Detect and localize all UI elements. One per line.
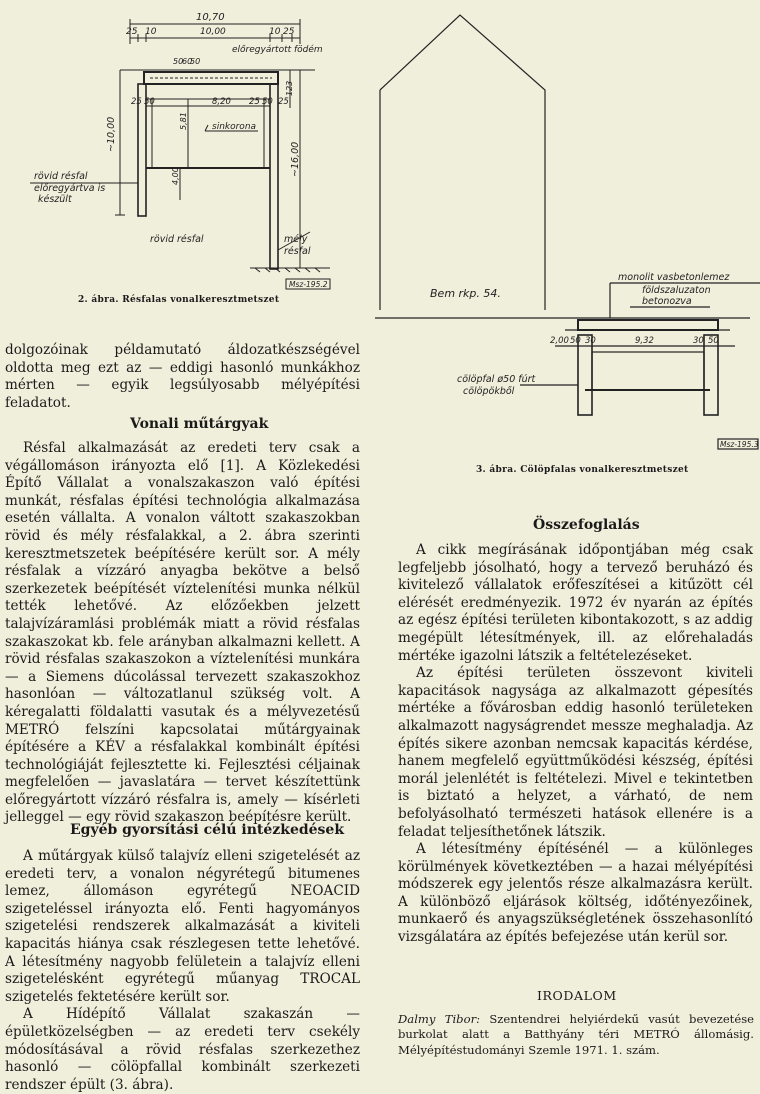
figure-2-drawing (0, 0, 345, 305)
label-monolith-3: betonozva (642, 296, 692, 307)
label-precast-slab: előregyártott födém (232, 45, 323, 55)
dim-inner-1: 25 (131, 97, 142, 107)
figure-3 (370, 0, 760, 460)
dim-top-4: 10 (269, 27, 281, 37)
dim-fig3-3: 30 (585, 336, 596, 346)
paragraph-egyeb-1: A műtárgyak külső talajvíz elleni szigetelését az eredeti terv, a vonalon négyrétegű bitumenes lemez, állomáson egyrétegű NEOACID szigeteléssel irányozta elő. Fenti hagyományos szigetelési rendszerek alkalmazását a kiviteli kapacitás hiánya csak részlegesen tette lehetővé. A létesítmény nagyobb felületein a talajvíz elleni szigetelésként egyrétegű műanyag TROCAL szigetelés fektetésére került sor. (5, 848, 360, 1005)
figure-3-code: Msz-195.3 (720, 440, 759, 449)
dim-60: 60 (182, 57, 193, 66)
figure-2 (0, 0, 345, 305)
left-intro (5, 342, 360, 412)
dim-top-5: 25 (283, 27, 295, 37)
label-building: Bem rkp. 54. (430, 287, 501, 300)
right-section (398, 542, 753, 947)
heading-egyeb: Egyéb gyorsítási célú intézkedések (70, 822, 345, 838)
label-pile-2: cölöpökből (463, 386, 515, 397)
dim-inner-5: 50 (262, 97, 273, 107)
paragraph-summary-3: A létesítmény építésénél — a különleges körülmények következtében — a hazai mélyépítési módszerek egy jelentős része alkalmazásra került. A különböző eljárások költség, időtényezőinek, munkaerő és anyagszükségletének összehasonlító vizsgálatára az építés befejezése után kerül sor. (398, 841, 753, 946)
dim-fig3-5: 30 (693, 336, 704, 346)
figure-2-caption: 2. ábra. Résfalas vonalkeresztmetszet (78, 295, 280, 305)
references-heading: IRODALOM (537, 988, 617, 1003)
figure-3-drawing (370, 0, 760, 460)
label-bathtub: sinkorona (212, 122, 257, 132)
dim-50a: 50 (173, 57, 184, 66)
dim-right-vertical: ~16,00 (290, 141, 301, 177)
dim-top-3: 10,00 (200, 27, 226, 37)
dim-123: 123 (285, 80, 294, 96)
dim-top-2: 10 (145, 27, 157, 37)
paragraph-summary-1: A cikk megírásának időpontjában még csak legfeljebb jósolható, hogy a tervező beruházó és kivitelező vállalatok erőfeszítései a kitűzött cél elérését eredményezik. 1972 év nyarán az építés az egész építési területen kibontakozott, s az addig megépült létesítmények, ill. az előrehaladás mértéke igazolni látszik a feltételezéseket. (398, 542, 753, 664)
label-short-wall-3: készült (38, 194, 72, 205)
dim-fig3-6: 50 (708, 336, 719, 346)
dim-fig3-4: 9,32 (635, 336, 654, 346)
reference-text: Szentendrei helyiérdekű vasút bevezetése burkolat alatt a Batthyány téri METRÓ állomásig. Mélyépítéstudományi Szemle 1971. 1. szám. (398, 1012, 755, 1057)
paragraph-vonali: Résfal alkalmazását az eredeti terv csak a végállomáson irányozta elő [1]. A Közlekedési Építő Vállalat a vonalszakaszon való építési munkát, résfalas építési technológia alkalmazása esetén vállalta. A vonalon váltott szakaszokban rövid és mély résfalakkal, a 2. ábra szerinti keresztmetszetek beépítésére került sor. A mély résfalak a vízzáró anyagba bekötve a belső szerkezetek beépítését víztelenítési munka nélkül tették lehetővé. Az előzőekben jelzett talajvízáramlási problémák miatt a rövid résfalas szakaszokat kb. fele arányban alkalmazni kellett. A rövid résfalas szakaszokon a víztelenítési munkára — a Siemens dúcolással tervezett szakaszokhoz hasonlóan — változatlanul szükség volt. A kéregalatti földalatti vasutak és a mélyvezetésű METRÓ felszíni kapcsolatai műtárgyainak építésére a KÉV a résfalakkal kombinált építési technológiáját fejlesztette ki. Fejlesztési céljainak megfelelően — javaslatára — tervet készítettünk előregyártott vízzáró résfalra is, amely — kísérleti jelleggel — egy rövid szakaszon beépítésre került. (5, 440, 360, 826)
label-deep-wall-2: résfal (284, 246, 311, 257)
dim-400: 4,00 (171, 167, 180, 185)
figure-2-code: Msz-195.2 (289, 280, 328, 289)
dim-left-vertical: ~10,00 (106, 116, 117, 152)
dim-inner-4: 25 (249, 97, 260, 107)
label-monolith-2: földszaluzaton (642, 285, 711, 296)
label-short-wall-2: előregyártva is (34, 183, 106, 194)
dim-581: 5,81 (179, 112, 188, 130)
paragraph-egyeb-2: A Hídépítő Vállalat szakaszán — épületközelségben — az eredeti terv csekély módosításával a rövid résfalas szerkezethez hasonló — cölöpfallal kombinált szerkezeti rendszer épült (3. ábra). (5, 1006, 360, 1093)
dim-inner-3: 8,20 (212, 97, 231, 107)
intro-paragraph: dolgozóinak példamutató áldozatkészségével oldotta meg ezt az — eddigi hasonló munkákhoz mérten — egyik legsúlyosabb mélyépítési feladatot. (5, 342, 360, 411)
heading-vonali: Vonali műtárgyak (130, 416, 269, 432)
dim-fig3-1: 2,00 (550, 336, 569, 346)
heading-osszefoglalas: Összefoglalás (533, 517, 640, 533)
left-section-1 (5, 440, 360, 827)
label-deep-wall-1: mély (284, 234, 308, 245)
left-section-2 (5, 848, 360, 1094)
dim-total: 10,70 (196, 12, 225, 23)
dim-50b: 50 (190, 57, 201, 66)
dim-fig3-2: 50 (570, 336, 581, 346)
label-short-wall-1: rövid résfal (34, 171, 88, 182)
reference-author: Dalmy Tibor: (398, 1012, 481, 1026)
dim-top-1: 25 (126, 27, 138, 37)
label-pile-1: cölöpfal ø50 fúrt (457, 374, 536, 385)
dim-inner-2: 50 (144, 97, 155, 107)
label-monolith-1: monolit vasbetonlemez (618, 272, 730, 283)
paragraph-summary-2: Az építési területen összevont kiviteli kapacitások nagysága az alkalmazott gépesítés mértéke a fővárosban eddig hasonló területeken alkalmazott nagyságrendet messze meghaladja. Az építés sikere azonban nemcsak kapacitás kérdése, hanem megfelelő együttműködési készség, építési morál jelenlétét is feltételezi. Mivel e tekintetben is biztató a helyzet, a várható, de nem befolyásolható természeti hatások ellenére is a feladat teljesíthetőnek látszik. (398, 665, 753, 840)
figure-3-caption: 3. ábra. Cölöpfalas vonalkeresztmetszet (476, 465, 689, 475)
reference-entry (398, 1012, 754, 1058)
dim-inner-6: 25 (278, 97, 289, 107)
label-short-wall-bottom: rövid résfal (150, 234, 204, 245)
